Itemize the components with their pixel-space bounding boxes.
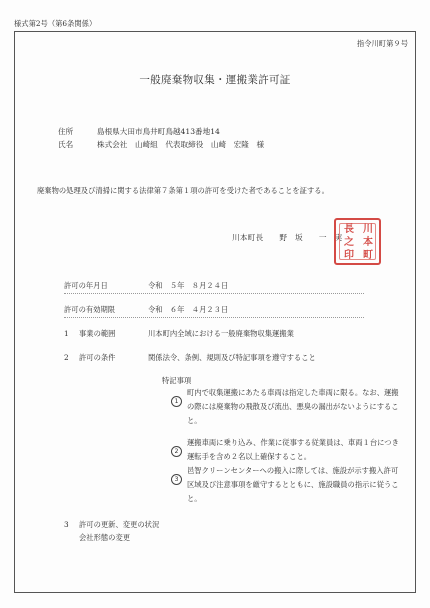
note-1-mark: 1 bbox=[171, 388, 182, 407]
expiry-value: 令和 ６年 ４月２３日 bbox=[148, 305, 229, 314]
conditions-label: 許可の条件 bbox=[79, 353, 116, 362]
scope-number: 1 bbox=[64, 329, 69, 338]
address-value: 島根県大田市鳥井町鳥越413番地14 bbox=[97, 127, 220, 136]
scope-value: 川本町内全域における一般廃棄物収集運搬業 bbox=[148, 329, 294, 338]
certification-statement: 廃棄物の処理及び清掃に関する法律第７条第１項の許可を受けた者であることを証する。 bbox=[37, 186, 329, 195]
name-label: 氏名 bbox=[58, 140, 74, 149]
document-title: 一般廃棄物収集・運搬業許可証 bbox=[139, 74, 291, 86]
note-1: 町内で収集運搬にあたる車両は指定した車両に限る。なお、運搬 の際には廃棄物の飛散及び流出、悪臭の漏出がないようにするこ と。 bbox=[187, 388, 399, 425]
form-id: 様式第2号（第6条関係） bbox=[14, 19, 97, 28]
permit-number: 指令川町第９号 bbox=[356, 39, 408, 48]
renewal-label: 許可の更新、変更の状況 bbox=[79, 520, 160, 529]
address-label: 住所 bbox=[58, 127, 74, 136]
scope-label: 事業の範囲 bbox=[79, 329, 116, 338]
conditions-number: 2 bbox=[64, 353, 69, 362]
renewal-value: 会社形態の変更 bbox=[79, 533, 131, 542]
permit-date-label: 許可の年月日 bbox=[64, 281, 108, 290]
renewal-number: 3 bbox=[64, 520, 69, 529]
note-3-mark: 3 bbox=[171, 466, 182, 485]
special-notes-heading: 特記事項 bbox=[162, 376, 192, 385]
issuer: 川本町長 野 坂 一 実 bbox=[232, 233, 343, 242]
permit-date-value: 令和 ５年 ８月２４日 bbox=[148, 281, 229, 290]
expiry-label: 許可の有効期限 bbox=[64, 305, 116, 314]
conditions-value: 関係法令、条例、規則及び特記事項を遵守すること bbox=[148, 353, 316, 362]
note-2-mark: 2 bbox=[171, 438, 182, 457]
note-2: 運搬車両に乗り込み、作業に従事する従業員は、車両１台につき 運転手を含め２名以上確保すること。 bbox=[187, 438, 399, 461]
official-seal: 川 本 町 長 之 印 bbox=[334, 218, 381, 265]
name-value: 株式会社 山崎組 代表取締役 山崎 宏隆 様 bbox=[97, 140, 265, 149]
note-3: 邑智クリーンセンターへの搬入に際しては、施設が示す搬入許可 区域及び注意事項を厳守するとともに、施設職員の指示に従うこ と。 bbox=[187, 466, 399, 503]
